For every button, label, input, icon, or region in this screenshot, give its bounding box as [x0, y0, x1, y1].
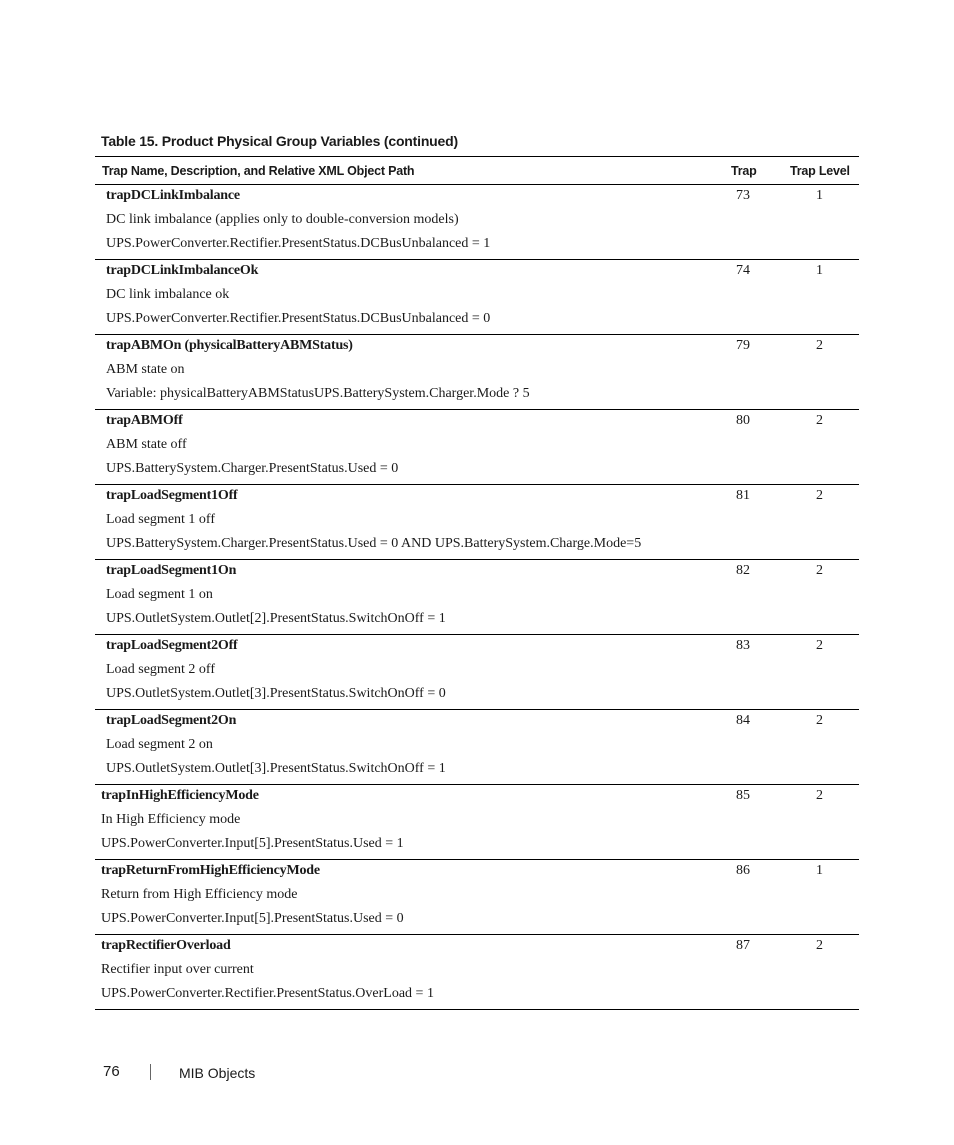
trap-number: 74	[736, 263, 750, 278]
trap-description: Rectifier input over current	[101, 962, 254, 977]
table-row	[95, 935, 859, 1010]
trap-number: 79	[736, 338, 750, 353]
trap-name: trapDCLinkImbalance	[106, 188, 240, 203]
trap-path: UPS.OutletSystem.Outlet[2].PresentStatus.SwitchOnOff = 1	[106, 611, 446, 626]
trap-path: UPS.PowerConverter.Rectifier.PresentStatus.OverLoad = 1	[101, 986, 434, 1001]
trap-description: ABM state on	[106, 362, 185, 377]
trap-name: trapLoadSegment1On	[106, 563, 237, 578]
trap-path: UPS.PowerConverter.Rectifier.PresentStatus.DCBusUnbalanced = 0	[106, 311, 491, 326]
trap-name: trapABMOn (physicalBatteryABMStatus)	[106, 338, 353, 353]
trap-description: Load segment 2 off	[106, 662, 215, 677]
trap-level: 2	[816, 938, 823, 953]
section-title: MIB Objects	[179, 1065, 256, 1081]
trap-path: Variable: physicalBatteryABMStatusUPS.BatterySystem.Charger.Mode ? 5	[106, 386, 530, 401]
trap-level: 1	[816, 863, 823, 878]
trap-name: trapLoadSegment2Off	[106, 638, 238, 653]
trap-name: trapLoadSegment2On	[106, 713, 237, 728]
trap-number: 83	[736, 638, 750, 653]
trap-path: UPS.BatterySystem.Charger.PresentStatus.Used = 0 AND UPS.BatterySystem.Charge.Mode=5	[106, 536, 642, 551]
trap-description: Return from High Efficiency mode	[101, 887, 298, 902]
header-name: Trap Name, Description, and Relative XML Object Path	[102, 164, 415, 178]
header-level: Trap Level	[790, 164, 850, 178]
trap-number: 84	[736, 713, 750, 728]
trap-name: trapInHighEfficiencyMode	[101, 788, 259, 803]
trap-level: 1	[816, 263, 823, 278]
trap-description: Load segment 1 on	[106, 587, 213, 602]
trap-path: UPS.OutletSystem.Outlet[3].PresentStatus.SwitchOnOff = 1	[106, 761, 446, 776]
trap-level: 2	[816, 338, 823, 353]
trap-name: trapABMOff	[106, 413, 183, 428]
trap-name: trapRectifierOverload	[101, 938, 231, 953]
trap-level: 2	[816, 563, 823, 578]
trap-path: UPS.OutletSystem.Outlet[3].PresentStatus.SwitchOnOff = 0	[106, 686, 446, 701]
trap-path: UPS.BatterySystem.Charger.PresentStatus.Used = 0	[106, 461, 399, 476]
trap-level: 2	[816, 488, 823, 503]
page-number: 76	[103, 1063, 120, 1080]
trap-level: 1	[816, 188, 823, 203]
table-row	[95, 560, 859, 635]
trap-level: 2	[816, 788, 823, 803]
trap-level: 2	[816, 638, 823, 653]
trap-description: In High Efficiency mode	[101, 812, 241, 827]
table-row	[95, 860, 859, 935]
table-row	[95, 335, 859, 410]
trap-number: 86	[736, 863, 750, 878]
variables-table	[95, 156, 859, 1010]
trap-level: 2	[816, 413, 823, 428]
trap-description: ABM state off	[106, 437, 187, 452]
trap-name: trapReturnFromHighEfficiencyMode	[101, 863, 320, 878]
trap-level: 2	[816, 713, 823, 728]
trap-description: DC link imbalance ok	[106, 287, 230, 302]
table-row	[95, 785, 859, 860]
table-header	[95, 157, 859, 185]
trap-description: Load segment 1 off	[106, 512, 215, 527]
table-row	[95, 710, 859, 785]
trap-number: 85	[736, 788, 750, 803]
trap-path: UPS.PowerConverter.Rectifier.PresentStatus.DCBusUnbalanced = 1	[106, 236, 491, 251]
trap-number: 80	[736, 413, 750, 428]
table-row	[95, 185, 859, 260]
trap-number: 82	[736, 563, 750, 578]
trap-name: trapLoadSegment1Off	[106, 488, 238, 503]
table-row	[95, 485, 859, 560]
trap-number: 81	[736, 488, 750, 503]
trap-description: Load segment 2 on	[106, 737, 213, 752]
table-row	[95, 260, 859, 335]
trap-path: UPS.PowerConverter.Input[5].PresentStatus.Used = 1	[101, 836, 404, 851]
trap-name: trapDCLinkImbalanceOk	[106, 263, 259, 278]
trap-number: 73	[736, 188, 750, 203]
table-row	[95, 635, 859, 710]
table-row	[95, 410, 859, 485]
footer-divider	[150, 1064, 151, 1080]
table-caption: Table 15. Product Physical Group Variables (continued)	[101, 133, 458, 149]
trap-description: DC link imbalance (applies only to double-conversion models)	[106, 212, 459, 227]
trap-number: 87	[736, 938, 750, 953]
header-trap: Trap	[731, 164, 757, 178]
trap-path: UPS.PowerConverter.Input[5].PresentStatus.Used = 0	[101, 911, 404, 926]
